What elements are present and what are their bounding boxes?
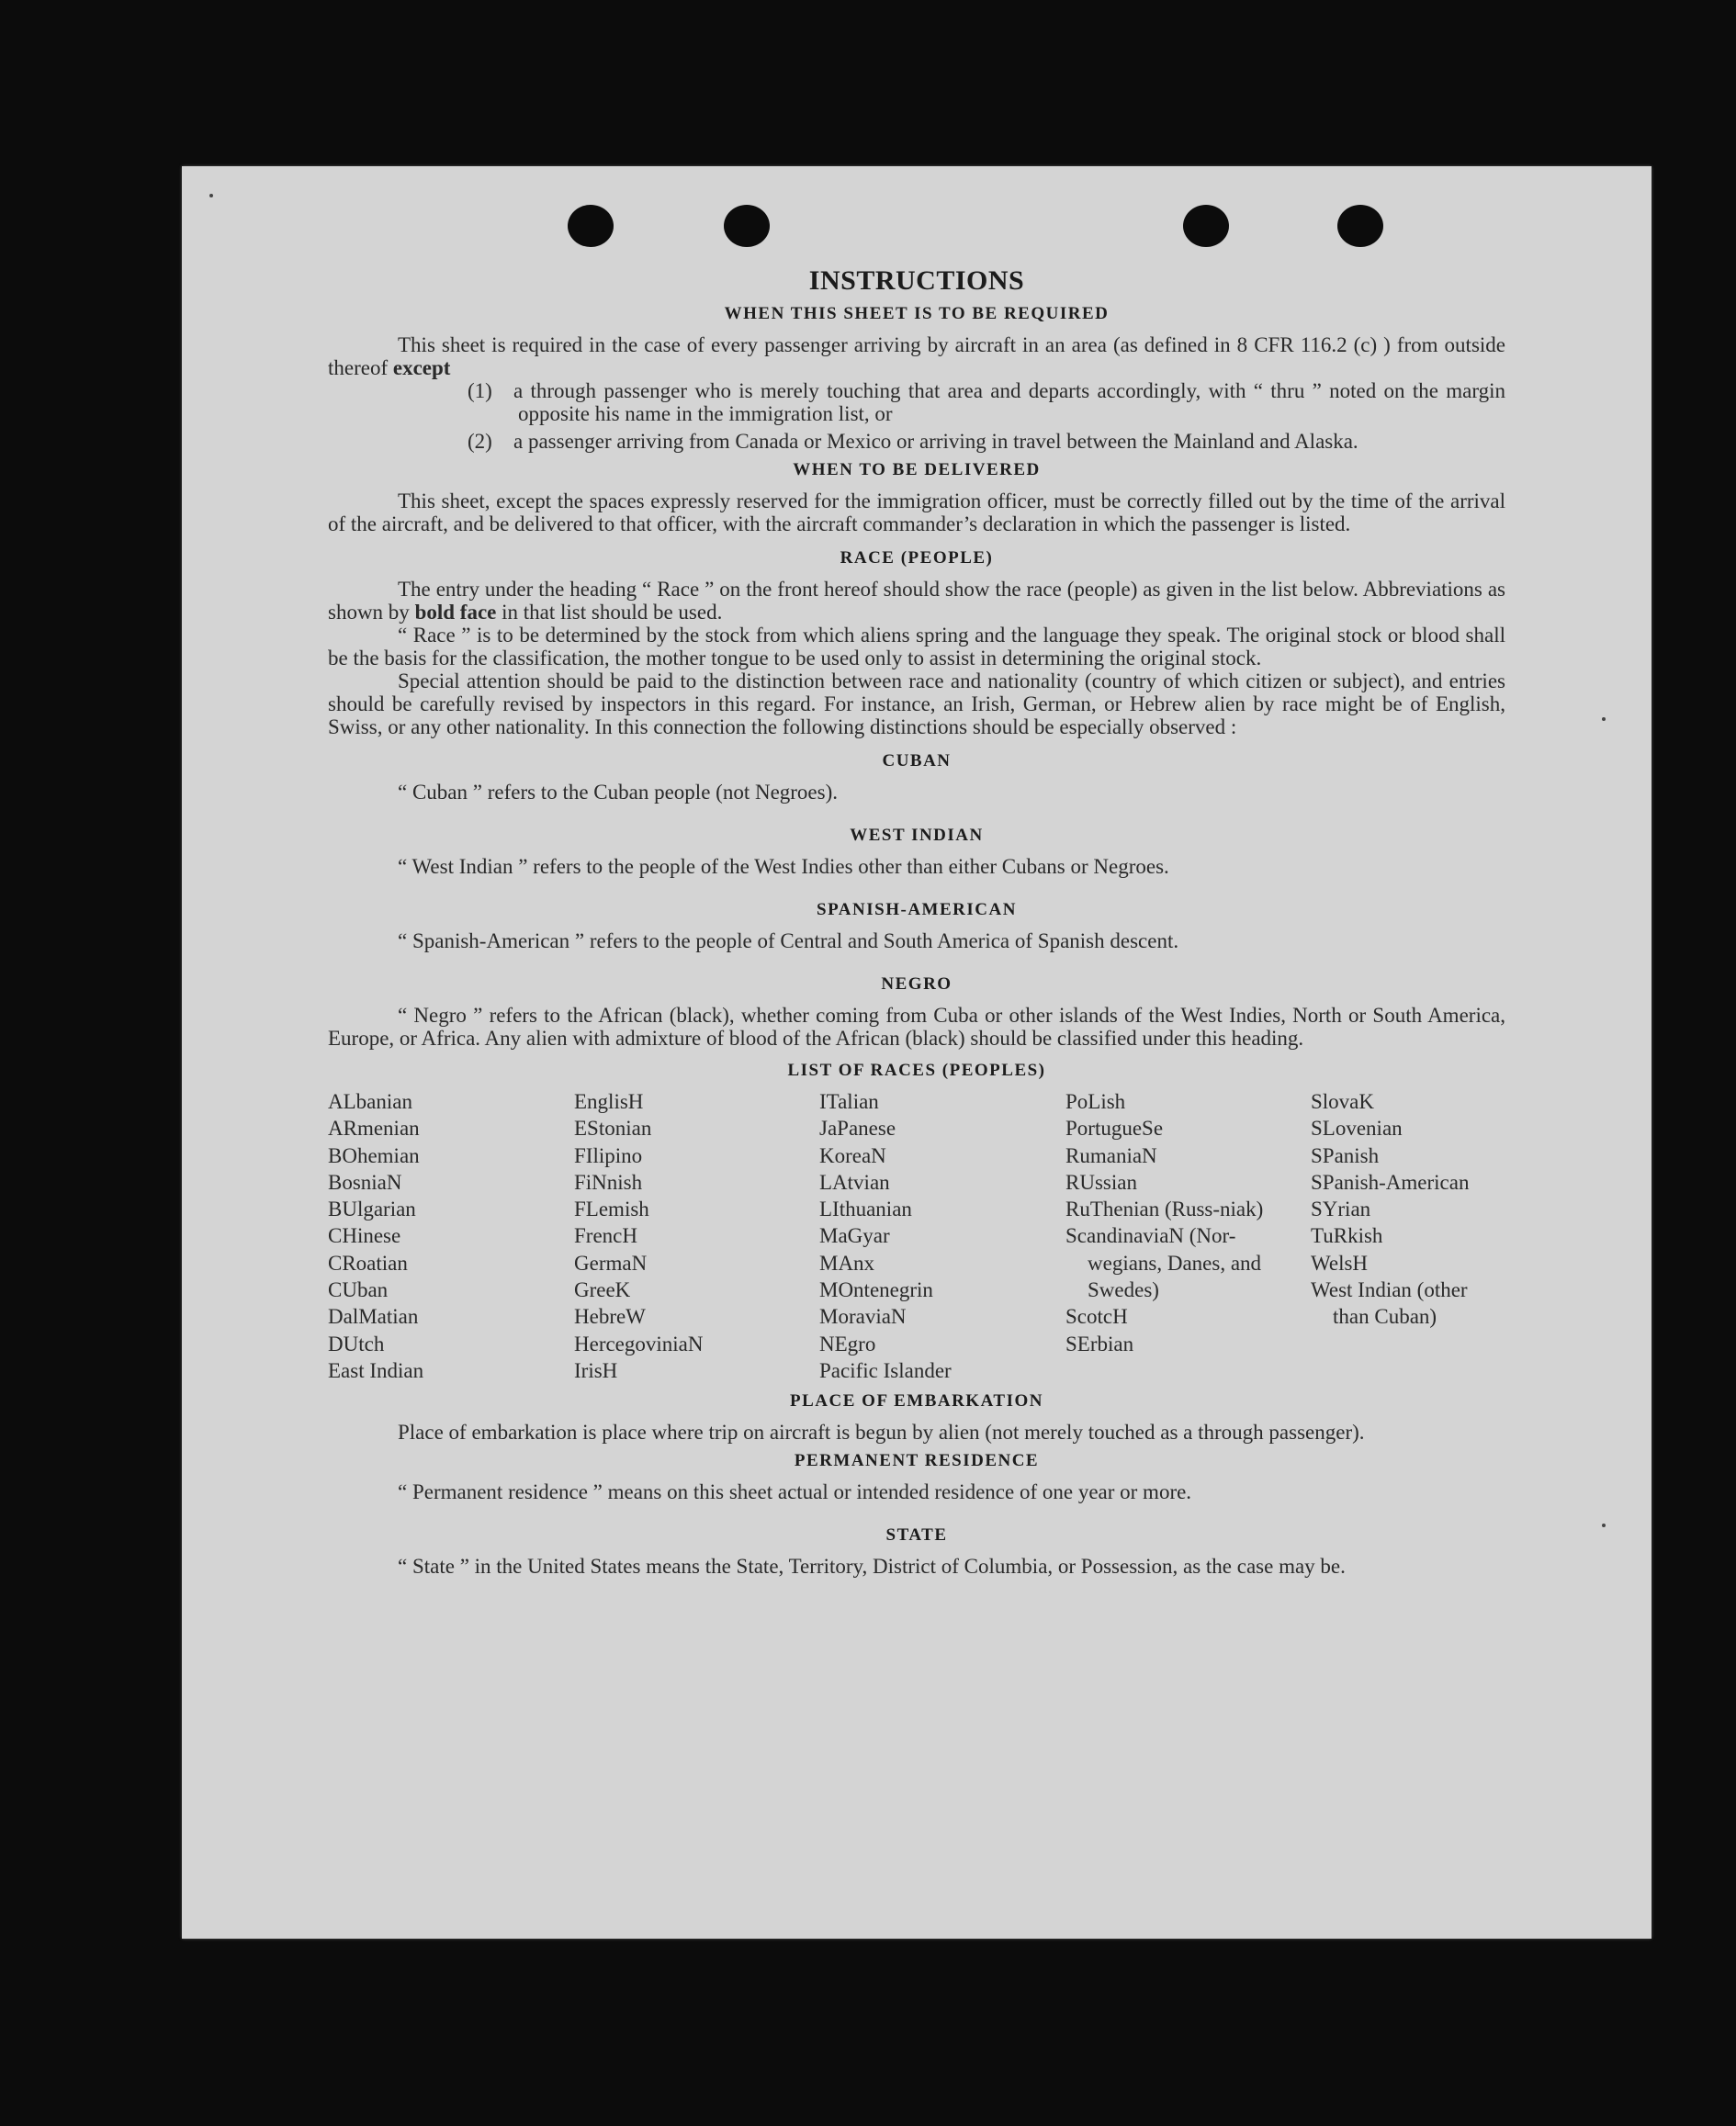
section-heading-races-list: LIST OF RACES (PEOPLES) <box>787 1061 1046 1080</box>
punch-hole <box>1183 205 1229 247</box>
race-entry: SPanish-American <box>1311 1170 1470 1194</box>
west-indian-paragraph: “ West Indian ” refers to the people of the West Indies other than either Cubans or Negroes. <box>398 855 1169 878</box>
speck <box>1602 717 1606 721</box>
race-entry: FIlipino <box>574 1143 643 1167</box>
races-column-3 <box>819 1088 1065 1384</box>
section-heading-required: WHEN THIS SHEET IS TO BE REQUIRED <box>724 304 1110 323</box>
race-entry: MAnx <box>819 1251 875 1275</box>
section-heading-negro: NEGRO <box>881 974 953 994</box>
races-column-4 <box>1065 1088 1286 1384</box>
race-entry: CRoatian <box>328 1251 408 1275</box>
delivered-paragraph: This sheet, except the spaces expressly reserved for the immigration officer, must be correctly filled out by the time of the arrival of the aircraft, and be delivered to that officer, with the aircraft commander’s declaration in which the passenger is listed. <box>328 489 1505 535</box>
embarkation-paragraph: Place of embarkation is place where trip on aircraft is begun by alien (not merely touched as a through passenger). <box>398 1421 1365 1445</box>
race-entry: SLovenian <box>1311 1117 1403 1141</box>
race-entry: Pacific Islander <box>819 1358 952 1382</box>
race-entry: RUssian <box>1065 1170 1137 1194</box>
races-column-1 <box>328 1088 574 1384</box>
races-list <box>328 1088 1505 1384</box>
exception-text: a passenger arriving from Canada or Mexico or arriving in travel between the Mainland and Alaska. <box>513 430 1358 453</box>
residence-paragraph: “ Permanent residence ” means on this sheet actual or intended residence of one year or more. <box>398 1480 1192 1504</box>
required-except: except <box>392 356 451 379</box>
race-entry: FLemish <box>574 1198 649 1221</box>
exception-text: a through passenger who is merely touching that area and departs accordingly, with “ thru ” noted on the margin opposite his name in the immigration list, or <box>513 379 1505 425</box>
race-entry: RumaniaN <box>1065 1143 1157 1167</box>
race-entry: BUlgarian <box>328 1198 416 1221</box>
race-entry: DUtch <box>328 1332 385 1355</box>
race-entry: FiNnish <box>574 1170 643 1194</box>
speck <box>1602 1524 1606 1527</box>
race-entry: CHinese <box>328 1224 401 1248</box>
race-entry: LAtvian <box>819 1170 890 1194</box>
races-column-5 <box>1311 1088 1505 1384</box>
race-entry: WelsH <box>1311 1251 1369 1275</box>
race-entry: HebreW <box>574 1305 646 1329</box>
section-heading-embarkation: PLACE OF EMBARKATION <box>790 1391 1043 1412</box>
section-heading-residence: PERMANENT RESIDENCE <box>794 1451 1040 1471</box>
required-intro: This sheet is required in the case of every passenger arriving by aircraft in an area (as defined in 8 CFR 116.2 (c) ) from outside thereof <box>328 333 1505 379</box>
section-heading-west-indian: WEST INDIAN <box>850 826 984 845</box>
race-entry: CUban <box>328 1278 389 1302</box>
spanish-american-paragraph: “ Spanish-American ” refers to the people of Central and South America of Spanish descent. <box>398 929 1179 952</box>
race-entry: MoraviaN <box>819 1305 907 1329</box>
race-p1-end: in that list should be used. <box>502 601 723 624</box>
negro-paragraph: “ Negro ” refers to the African (black), whether coming from Cuba or other islands of the West Indies, North or South America, Europe, or Africa. Any alien with admixture of blood of the African (black) should be classified under this heading. <box>328 1004 1505 1050</box>
race-entry: ITalian <box>819 1090 879 1113</box>
race-entry: GermaN <box>574 1251 648 1275</box>
race-entry: SYrian <box>1311 1198 1371 1221</box>
state-paragraph: “ State ” in the United States means the State, Territory, District of Columbia, or Possession, as the case may be. <box>398 1555 1346 1579</box>
race-entry: IrisH <box>574 1358 618 1382</box>
race-entry: KoreaN <box>819 1143 886 1167</box>
race-entry: ScandinaviaN (Nor-wegians, Danes, and Swedes) <box>1065 1224 1262 1302</box>
race-entry: MaGyar <box>819 1224 890 1248</box>
race-entry: DalMatian <box>328 1305 419 1329</box>
instructions-body <box>328 265 1505 1578</box>
cuban-paragraph: “ Cuban ” refers to the Cuban people (not Negroes). <box>398 781 839 804</box>
speck <box>209 194 213 197</box>
race-entry: ARmenian <box>328 1117 420 1141</box>
race-paragraph-2: “ Race ” is to be determined by the stock from which aliens spring and the language they speak. The original stock or blood shall be the basis for the classification, the mother tongue to be used only to assist in determining the original stock. <box>328 624 1505 669</box>
exception-item-2 <box>328 430 1505 453</box>
section-heading-delivered: WHEN TO BE DELIVERED <box>793 460 1041 479</box>
race-entry: FrencH <box>574 1224 637 1248</box>
race-entry: SPanish <box>1311 1143 1380 1167</box>
race-entry: SlovaK <box>1311 1090 1374 1113</box>
race-entry: West Indian (other than Cuban) <box>1311 1278 1468 1329</box>
race-entry: HercegoviniaN <box>574 1332 704 1355</box>
race-entry: EnglisH <box>574 1090 644 1113</box>
race-entry: RuThenian (Russ-niak) <box>1065 1198 1264 1221</box>
race-entry: EStonian <box>574 1117 652 1141</box>
exception-number: (2) <box>468 430 492 453</box>
race-p1-start: The entry under the heading “ Race ” on the front hereof should show the race (people) as given in the list below. Abbreviations as shown by <box>328 578 1505 624</box>
race-paragraph-3: Special attention should be paid to the distinction between race and nationality (country of which citizen or subject), and entries should be carefully revised by inspectors in this regard. For instance, an Irish, German, or Hebrew alien by race might be of English, Swiss, or any other nationality. In this connection the following distinctions should be especially observed : <box>328 669 1505 738</box>
race-entry: NEgro <box>819 1332 876 1355</box>
race-entry: ALbanian <box>328 1090 412 1113</box>
races-column-2 <box>574 1088 819 1384</box>
section-heading-race: RACE (PEOPLE) <box>840 548 994 568</box>
punch-hole <box>724 205 770 247</box>
page-title: INSTRUCTIONS <box>808 265 1025 296</box>
race-entry: BOhemian <box>328 1143 420 1167</box>
race-entry: SErbian <box>1065 1332 1134 1355</box>
race-entry: TuRkish <box>1311 1224 1383 1248</box>
exception-number: (1) <box>468 379 492 402</box>
section-heading-spanish-american: SPANISH-AMERICAN <box>817 900 1017 919</box>
race-p1-bold: bold face <box>414 601 497 624</box>
race-entry: MOntenegrin <box>819 1278 933 1302</box>
document-sheet <box>182 166 1651 1939</box>
race-entry: ScotcH <box>1065 1305 1128 1329</box>
race-entry: JaPanese <box>819 1117 896 1141</box>
race-entry: PoLish <box>1065 1090 1126 1113</box>
section-heading-cuban: CUBAN <box>882 751 952 771</box>
required-paragraph <box>328 333 1505 379</box>
punch-hole <box>568 205 614 247</box>
race-entry: BosniaN <box>328 1170 402 1194</box>
race-entry: PortugueSe <box>1065 1117 1164 1141</box>
section-heading-state: STATE <box>885 1525 948 1546</box>
punch-hole <box>1337 205 1383 247</box>
race-entry: GreeK <box>574 1278 631 1302</box>
race-entry: LIthuanian <box>819 1198 912 1221</box>
exception-item-1 <box>328 379 1505 425</box>
race-paragraph-1 <box>328 578 1505 624</box>
race-entry: East Indian <box>328 1358 424 1382</box>
